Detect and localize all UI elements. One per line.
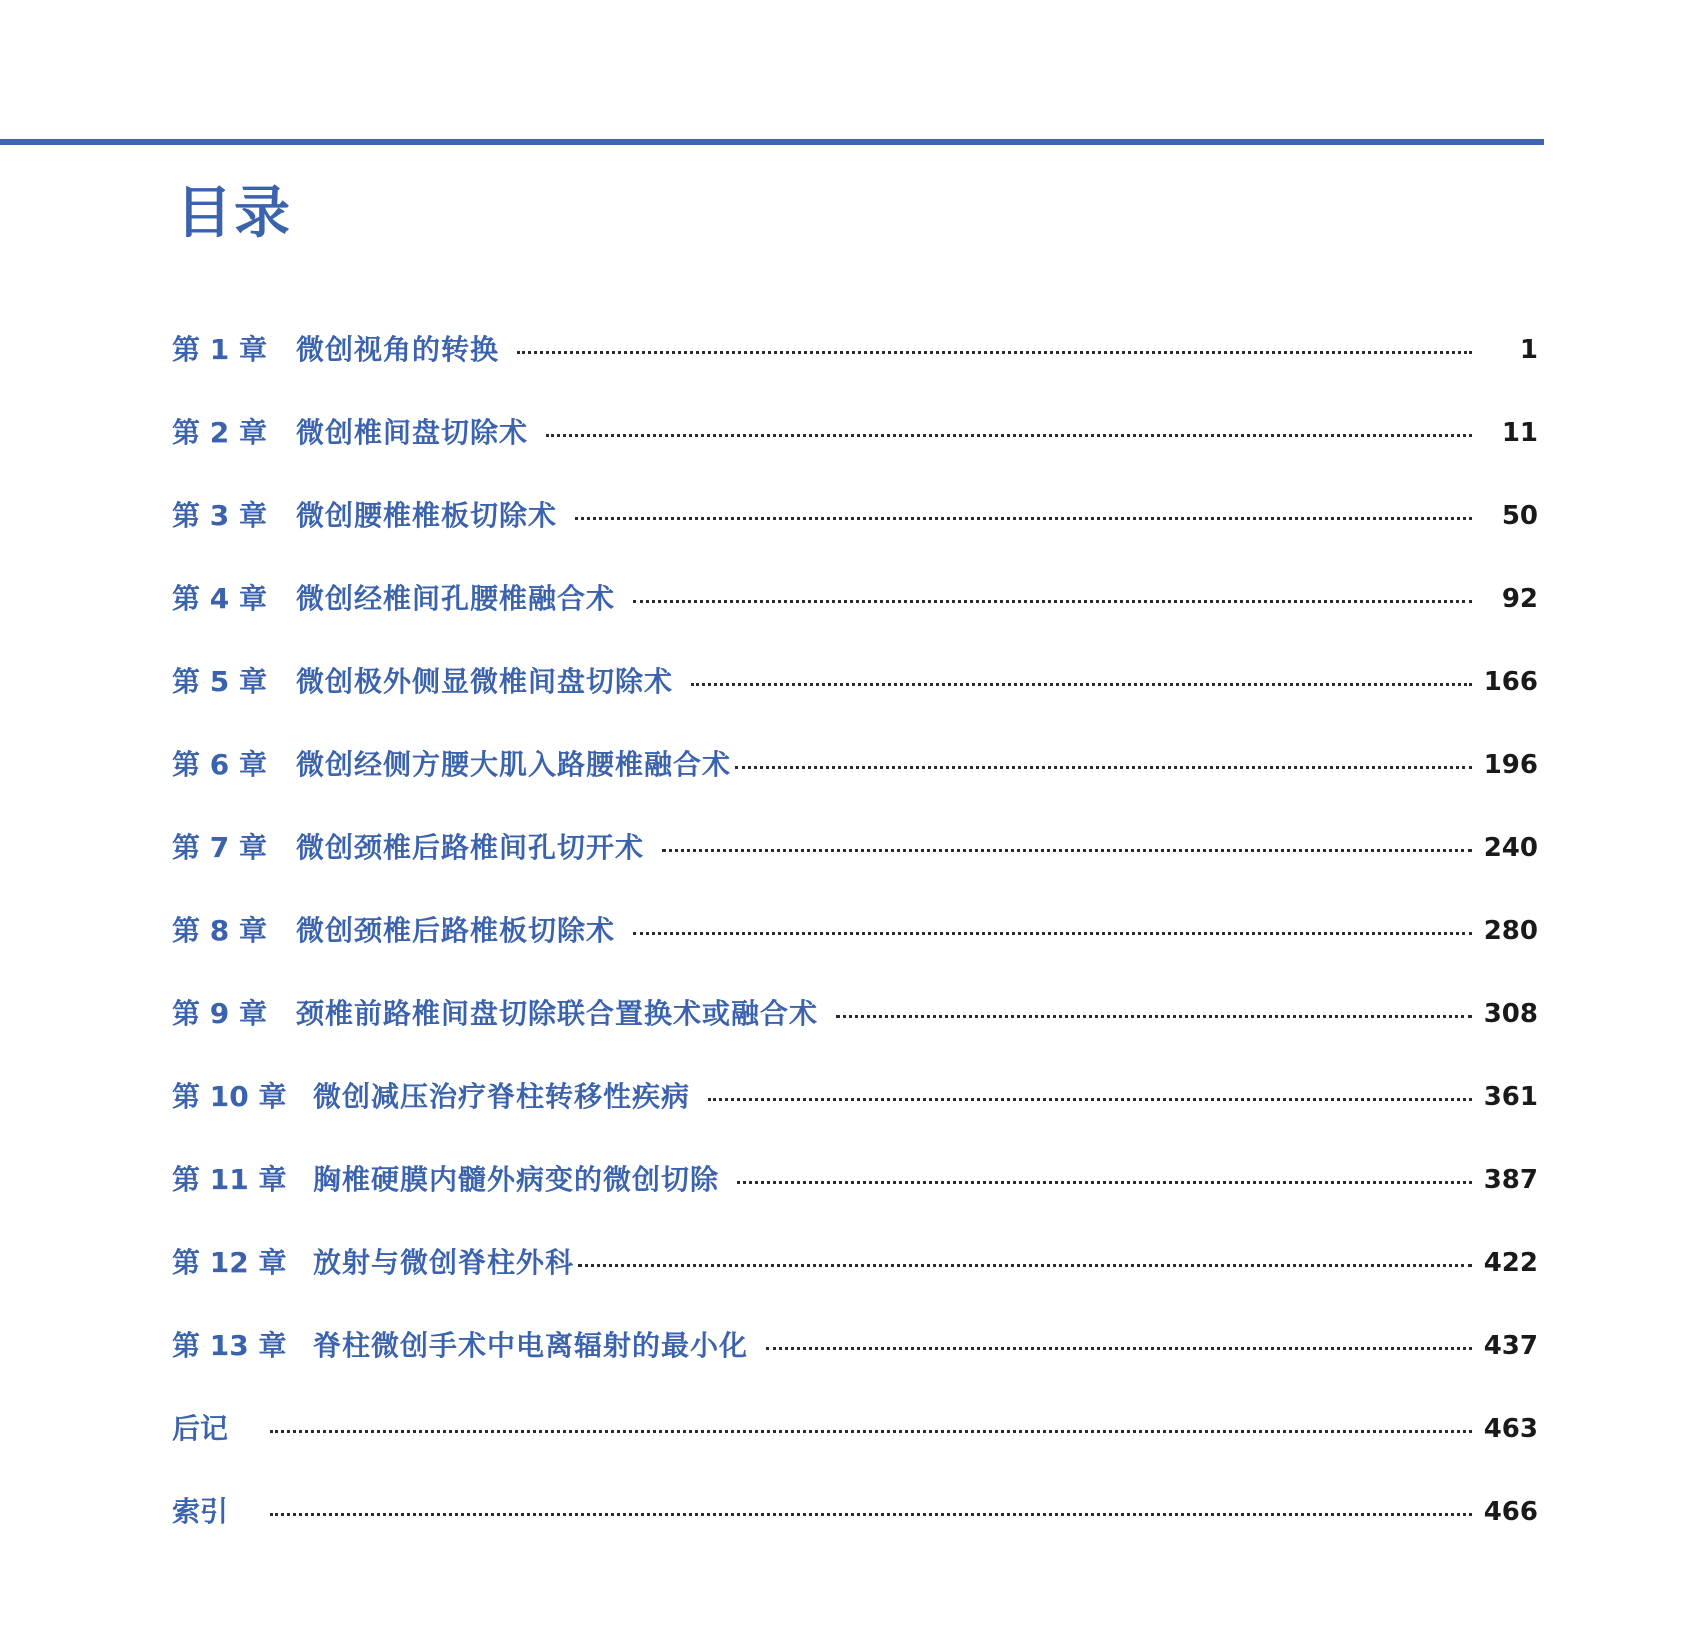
toc-entry-label: 第 1 章 <box>172 333 267 366</box>
dot-leader <box>270 1513 1472 1516</box>
toc-entry-9[interactable] <box>172 994 1538 1034</box>
toc-entry-label: 第 4 章 <box>172 582 267 615</box>
toc-entry-label: 第 11 章 <box>172 1163 287 1196</box>
toc-entry-label: 第 7 章 <box>172 831 267 864</box>
dot-leader <box>575 517 1472 520</box>
page-title: 目录 <box>176 181 292 246</box>
toc-entry-11[interactable] <box>172 1160 1538 1200</box>
toc-entry-page: 466 <box>1483 1497 1538 1527</box>
dot-leader <box>633 600 1472 603</box>
toc-entry-page: 422 <box>1483 1248 1538 1278</box>
toc-entry-5[interactable] <box>172 662 1538 702</box>
toc-entry-title: 颈椎前路椎间盘切除联合置换术或融合术 <box>296 997 819 1030</box>
toc-entry-page: 11 <box>1501 418 1538 448</box>
toc-entry-label: 第 5 章 <box>172 665 267 698</box>
toc-entry-label: 第 6 章 <box>172 748 267 781</box>
toc-entry-page: 437 <box>1483 1331 1538 1361</box>
toc-entry-title: 微创腰椎椎板切除术 <box>296 499 558 532</box>
toc-entry-10[interactable] <box>172 1077 1538 1117</box>
toc-entry-1[interactable] <box>172 330 1538 370</box>
toc-entry-label: 索引 <box>172 1495 229 1528</box>
toc-entry-6[interactable] <box>172 745 1538 785</box>
toc-entry-title: 微创减压治疗脊柱转移性疾病 <box>313 1080 691 1113</box>
dot-leader <box>517 351 1472 354</box>
toc-entry-4[interactable] <box>172 579 1538 619</box>
toc-entry-title: 微创椎间盘切除术 <box>296 416 529 449</box>
dot-leader <box>691 683 1472 686</box>
dot-leader <box>633 932 1472 935</box>
dot-leader <box>735 766 1472 769</box>
toc-entry-page: 463 <box>1483 1414 1538 1444</box>
toc-entry-title: 微创颈椎后路椎板切除术 <box>296 914 616 947</box>
toc-entry-page: 240 <box>1483 833 1538 863</box>
toc-entry-page: 92 <box>1501 584 1538 614</box>
toc-entry-8[interactable] <box>172 911 1538 951</box>
toc-entry-label: 第 9 章 <box>172 997 267 1030</box>
dot-leader <box>578 1264 1472 1267</box>
dot-leader <box>662 849 1472 852</box>
toc-entry-2[interactable] <box>172 413 1538 453</box>
dot-leader <box>708 1098 1472 1101</box>
toc-entry-title: 微创颈椎后路椎间孔切开术 <box>296 831 645 864</box>
toc-entry-page: 50 <box>1501 501 1538 531</box>
toc-entry-index[interactable] <box>172 1492 1538 1532</box>
dot-leader <box>737 1181 1472 1184</box>
toc-entry-label: 第 8 章 <box>172 914 267 947</box>
dot-leader <box>766 1347 1472 1350</box>
toc-entry-label: 第 10 章 <box>172 1080 287 1113</box>
toc-entry-afterword[interactable] <box>172 1409 1538 1449</box>
dot-leader <box>836 1015 1472 1018</box>
toc-entry-title: 微创极外侧显微椎间盘切除术 <box>296 665 674 698</box>
toc-entry-3[interactable] <box>172 496 1538 536</box>
toc-entry-page: 308 <box>1483 999 1538 1029</box>
toc-entry-label: 后记 <box>172 1412 229 1445</box>
dot-leader <box>546 434 1472 437</box>
toc-entry-page: 280 <box>1483 916 1538 946</box>
toc-entry-page: 387 <box>1483 1165 1538 1195</box>
toc-entry-7[interactable] <box>172 828 1538 868</box>
toc-entry-label: 第 3 章 <box>172 499 267 532</box>
toc-entry-page: 196 <box>1483 750 1538 780</box>
toc-entry-page: 361 <box>1483 1082 1538 1112</box>
toc-entry-label: 第 13 章 <box>172 1329 287 1362</box>
toc-entry-label: 第 2 章 <box>172 416 267 449</box>
toc-entry-page: 166 <box>1483 667 1538 697</box>
toc-entry-title: 脊柱微创手术中电离辐射的最小化 <box>313 1329 749 1362</box>
toc-entry-13[interactable] <box>172 1326 1538 1366</box>
toc-entry-title: 微创经侧方腰大肌入路腰椎融合术 <box>296 748 732 781</box>
top-rule <box>0 139 1544 145</box>
toc-entry-label: 第 12 章 <box>172 1246 287 1279</box>
toc-entry-12[interactable] <box>172 1243 1538 1283</box>
dot-leader <box>270 1430 1472 1433</box>
toc-entry-title: 微创经椎间孔腰椎融合术 <box>296 582 616 615</box>
toc-entry-title: 微创视角的转换 <box>296 333 500 366</box>
toc-entry-title: 胸椎硬膜内髓外病变的微创切除 <box>313 1163 720 1196</box>
toc-entry-page: 1 <box>1519 335 1538 365</box>
toc-entry-title: 放射与微创脊柱外科 <box>313 1246 575 1279</box>
